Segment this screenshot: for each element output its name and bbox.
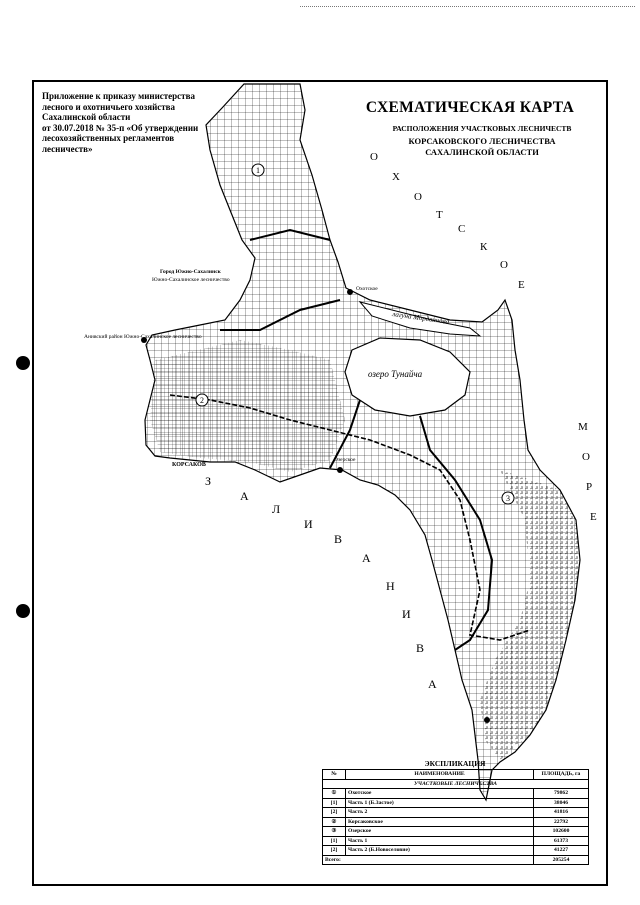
table-row [323, 827, 589, 837]
svg-text:И: И [402, 607, 411, 621]
svg-text:Н: Н [386, 579, 395, 593]
svg-text:Е: Е [518, 279, 525, 291]
row-name: Часть 1 (Б.Застое) [346, 798, 534, 808]
legend-table [322, 769, 589, 865]
legend-header-num: № [323, 770, 346, 780]
binding-hole-top [16, 356, 30, 370]
table-row [323, 789, 589, 799]
table-row [323, 817, 589, 827]
svg-text:В: В [334, 532, 343, 546]
svg-text:К: К [480, 241, 488, 253]
legend-section-row [323, 779, 589, 789]
top-dotted-line [300, 6, 635, 7]
row-area: 79862 [534, 789, 589, 799]
city-forestry-label: Южно-Сахалинское лесничество [152, 277, 230, 283]
settlement-dot [347, 289, 353, 295]
svg-text:О: О [582, 451, 590, 463]
row-area: 102600 [534, 827, 589, 837]
aniva-label: Анивский район Южно-Сахалинское лесничество [84, 334, 202, 340]
row-area: 41227 [534, 846, 589, 856]
table-row [323, 798, 589, 808]
appendix-note: Приложение к приказу министерства лесного и охотничьего хозяйства Сахалинской области от 30.07.2018 № 35-п «Об утверждении лесохозяйственных регламентов лесничеств» [42, 91, 199, 154]
row-name: Охотское [346, 789, 534, 799]
svg-text:З: З [205, 474, 212, 488]
svg-text:С: С [458, 223, 466, 235]
svg-text:Л: Л [272, 502, 281, 516]
binding-hole-bottom [16, 604, 30, 618]
map-subtitle-1: РАСПОЛОЖЕНИЯ УЧАСТКОВЫХ ЛЕСНИЧЕСТВ [392, 124, 572, 133]
row-num: [1] [323, 836, 346, 846]
legend-header-row [323, 770, 589, 780]
okhotskoe-label: Охотское [356, 286, 378, 292]
legend-header-area: ПЛОЩАДЬ, га [534, 770, 589, 780]
svg-text:Х: Х [392, 171, 400, 183]
row-name: Озерское [346, 827, 534, 837]
svg-text:А: А [362, 551, 371, 565]
legend-section: УЧАСТКОВЫЕ ЛЕСНИЧЕСТВА [323, 779, 589, 789]
svg-text:Р: Р [586, 481, 593, 493]
row-num: ③ [323, 827, 346, 837]
ozerskoe-label: Озерское [334, 457, 356, 463]
svg-text:А: А [240, 489, 249, 503]
svg-text:О: О [414, 191, 422, 203]
svg-text:О: О [500, 259, 508, 271]
table-row [323, 836, 589, 846]
map-subtitle-2: КОРСАКОВСКОГО ЛЕСНИЧЕСТВА [408, 136, 556, 146]
legend-total-row [323, 855, 589, 865]
svg-text:И: И [304, 517, 313, 531]
marker-3-label: 3 [506, 494, 510, 503]
gulf-name-letters [205, 474, 437, 691]
svg-text:В: В [416, 641, 425, 655]
city-label: Город Южно-Сахалинск [160, 269, 221, 275]
row-area: 22792 [534, 817, 589, 827]
table-row [323, 846, 589, 856]
row-num: ② [323, 817, 346, 827]
settlement-dot [337, 467, 343, 473]
row-area: 41816 [534, 808, 589, 818]
row-name: Часть 2 [346, 808, 534, 818]
legend-title: ЭКСПЛИКАЦИЯ [424, 759, 486, 768]
korsakov-label: КОРСАКОВ [172, 462, 206, 468]
row-num: [2] [323, 808, 346, 818]
svg-text:О: О [370, 151, 378, 163]
dense-forest-zone [150, 340, 345, 472]
svg-text:А: А [428, 677, 437, 691]
table-row [323, 808, 589, 818]
row-name: Часть 1 [346, 836, 534, 846]
svg-text:Т: Т [436, 209, 443, 221]
row-num: [1] [323, 798, 346, 808]
total-value: 205254 [534, 855, 589, 865]
legend-header-name: НАИМЕНОВАНИЕ [346, 770, 534, 780]
lake-label: озеро Тунайча [368, 369, 423, 379]
svg-text:Е: Е [590, 511, 597, 523]
settlement-dot [484, 717, 490, 723]
row-name: Часть 2 (Б.Новоселовие) [346, 846, 534, 856]
total-label: Всего: [323, 855, 534, 865]
marker-1-label: 1 [256, 166, 260, 175]
row-name: Корсаковское [346, 817, 534, 827]
row-num: ① [323, 789, 346, 799]
row-area: 61373 [534, 836, 589, 846]
row-area: 38046 [534, 798, 589, 808]
svg-text:М: М [578, 421, 588, 433]
row-num: [2] [323, 846, 346, 856]
map-subtitle-3: САХАЛИНСКОЙ ОБЛАСТИ [425, 147, 539, 157]
marker-2-label: 2 [200, 396, 204, 405]
map-title: СХЕМАТИЧЕСКАЯ КАРТА [365, 99, 575, 116]
lagoon-label: лагуна Мордвинова [391, 310, 450, 326]
